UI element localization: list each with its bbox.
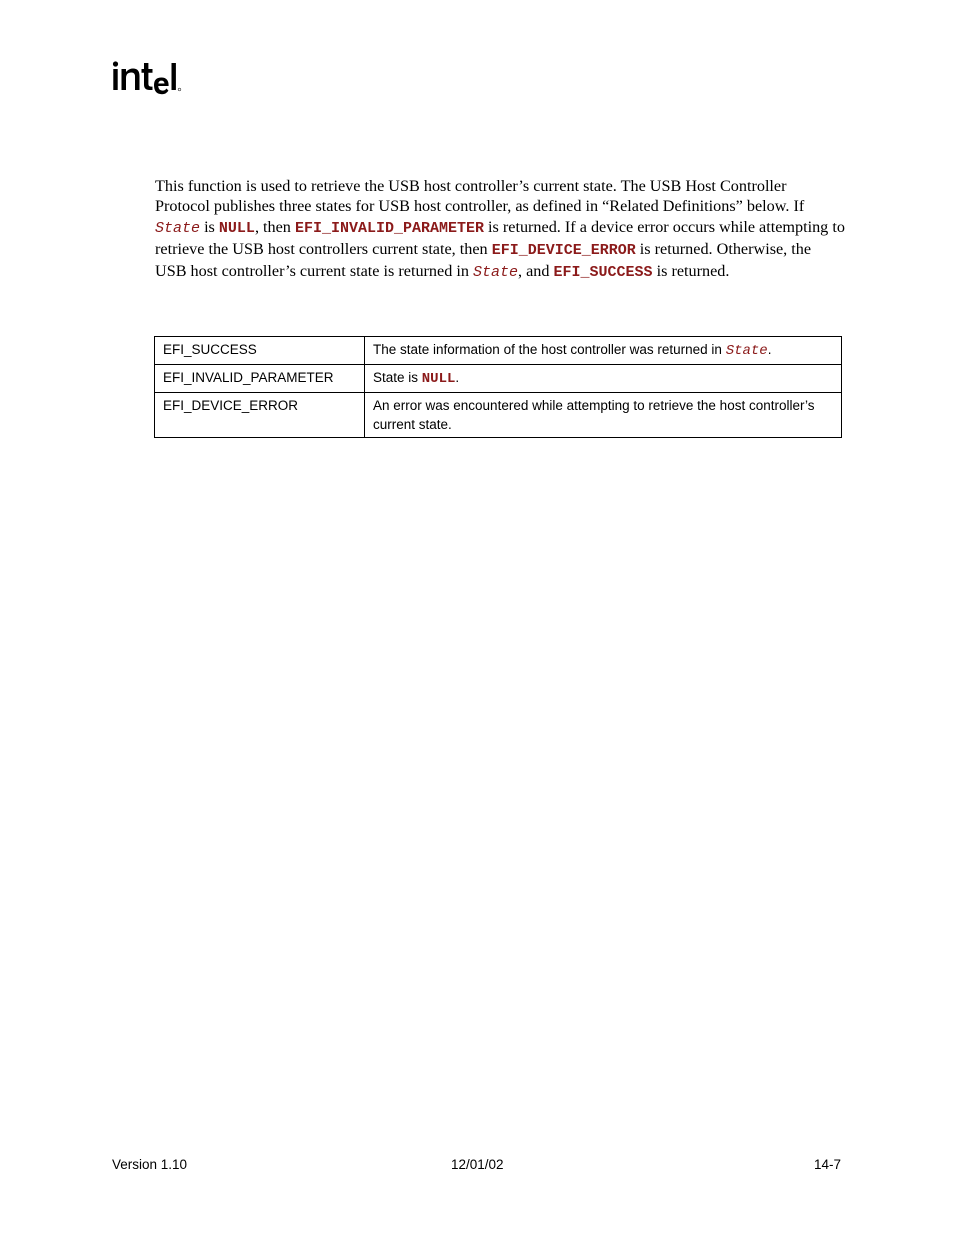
param-state: State <box>725 343 768 359</box>
intel-logo <box>111 58 191 102</box>
description-text: is returned. Otherwise, the USB host controller’s current state is returned in <box>155 239 812 281</box>
status-code-cell: EFI_INVALID_PARAMETER <box>155 365 365 393</box>
status-codes-table <box>154 336 842 438</box>
status-description-cell: An error was encountered while attempting to retrieve the host controller’s current state. <box>365 393 842 438</box>
table-row <box>155 393 842 438</box>
description-text: is <box>200 217 219 236</box>
code-efi-invalid-parameter: EFI_INVALID_PARAMETER <box>294 219 484 237</box>
status-description-cell <box>365 337 842 365</box>
description-text: The state information of the host controller was returned in <box>373 342 726 357</box>
description-text: . <box>767 342 772 357</box>
description-text: is returned. <box>652 262 730 281</box>
table-row <box>155 365 842 393</box>
description-text: , then <box>254 217 295 236</box>
code-null: NULL <box>421 371 456 387</box>
description-text: State is <box>373 370 422 385</box>
code-efi-device-error: EFI_DEVICE_ERROR <box>491 241 636 259</box>
param-state: State <box>155 219 201 237</box>
function-description <box>155 176 845 283</box>
status-code-cell: EFI_DEVICE_ERROR <box>155 393 365 438</box>
footer-page-number: 14-7 <box>814 1157 842 1172</box>
description-text: . <box>455 370 460 385</box>
code-efi-success: EFI_SUCCESS <box>553 264 653 282</box>
code-null: NULL <box>218 219 255 237</box>
description-text: This function is used to retrieve the USB host controller’s current state. The USB Host Controller Protocol publishes three states for USB host controller, as defined in “Related Definitions” below. If <box>155 177 805 216</box>
status-description-cell <box>365 365 842 393</box>
status-code-cell: EFI_SUCCESS <box>155 337 365 365</box>
footer-version: Version 1.10 <box>112 1157 188 1172</box>
description-text: is returned. If a device error occurs while attempting to retrieve the USB host controllers current state, then <box>155 217 845 258</box>
footer-date: 12/01/02 <box>451 1157 504 1172</box>
param-state: State <box>473 264 519 282</box>
table-row <box>155 337 842 365</box>
description-text: , and <box>518 262 554 281</box>
